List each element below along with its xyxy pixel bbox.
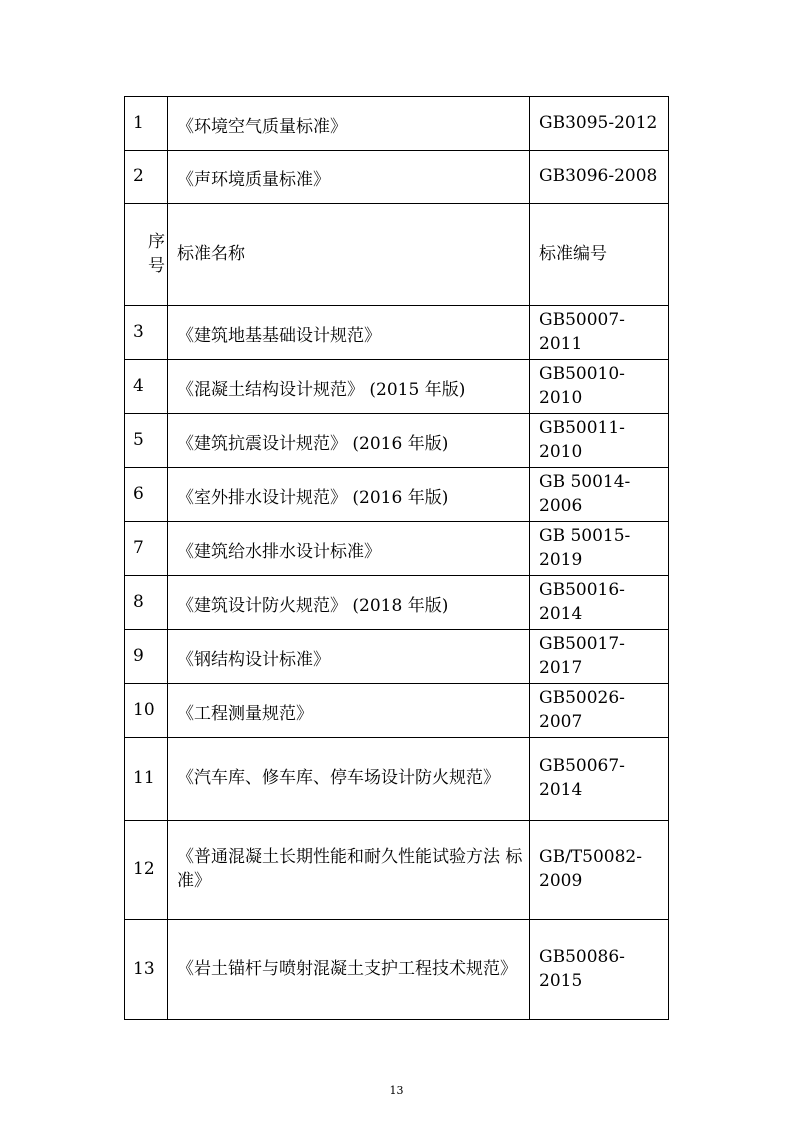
standard-name: 《室外排水设计规范》 (2016 年版): [168, 468, 530, 522]
table-row: [125, 684, 669, 738]
header-code: 标准编号: [530, 204, 669, 306]
standard-code: GB50011-2010: [530, 414, 669, 468]
standard-code: GB/T50082-2009: [530, 821, 669, 920]
table-row: [125, 97, 669, 151]
standard-name: 《建筑地基基础设计规范》: [168, 306, 530, 360]
standard-code: GB50086-2015: [530, 920, 669, 1020]
standard-name: 《汽车库、修车库、停车场设计防火规范》: [168, 738, 530, 821]
standard-name: 《建筑给水排水设计标准》: [168, 522, 530, 576]
standard-code: GB50007-2011: [530, 306, 669, 360]
standards-rows: [125, 306, 669, 1020]
standard-code: GB 50015-2019: [530, 522, 669, 576]
row-number: 2: [125, 151, 168, 204]
standard-name: 《混凝土结构设计规范》 (2015 年版): [168, 360, 530, 414]
standard-code: GB50017-2017: [530, 630, 669, 684]
standard-name: 《岩土锚杆与喷射混凝土支护工程技术规范》: [168, 920, 530, 1020]
table-row: [125, 920, 669, 1020]
table-row: [125, 821, 669, 920]
table-row: [125, 360, 669, 414]
row-number: 12: [125, 821, 168, 920]
row-number: 3: [125, 306, 168, 360]
row-number: 9: [125, 630, 168, 684]
header-number-line1: 序: [148, 231, 165, 252]
standard-code: GB 50014-2006: [530, 468, 669, 522]
table-row: [125, 151, 669, 204]
standard-name: 《建筑抗震设计规范》 (2016 年版): [168, 414, 530, 468]
standard-code: GB50067-2014: [530, 738, 669, 821]
standard-name: 《建筑设计防火规范》 (2018 年版): [168, 576, 530, 630]
standard-code: GB3096-2008: [530, 151, 669, 204]
header-number: [125, 204, 168, 306]
standard-code: GB3095-2012: [530, 97, 669, 151]
table-row: [125, 630, 669, 684]
header-number-line2: 号: [148, 255, 165, 276]
header-name: 标准名称: [168, 204, 530, 306]
standard-code: GB50026-2007: [530, 684, 669, 738]
standard-code: GB50016-2014: [530, 576, 669, 630]
standard-code: GB50010-2010: [530, 360, 669, 414]
standards-table: [124, 96, 669, 1020]
row-number: 8: [125, 576, 168, 630]
table-row: [125, 522, 669, 576]
row-number: 10: [125, 684, 168, 738]
table-row: [125, 468, 669, 522]
table-row: [125, 576, 669, 630]
page-number: 13: [389, 1084, 404, 1097]
table-row: [125, 738, 669, 821]
row-number: 1: [125, 97, 168, 151]
row-number: 4: [125, 360, 168, 414]
standard-name: 《普通混凝土长期性能和耐久性能试验方法 标准》: [168, 821, 530, 920]
table-row: [125, 414, 669, 468]
table-row: [125, 306, 669, 360]
row-number: 13: [125, 920, 168, 1020]
standard-name: 《声环境质量标准》: [168, 151, 530, 204]
standard-name: 《工程测量规范》: [168, 684, 530, 738]
standard-name: 《环境空气质量标准》: [168, 97, 530, 151]
row-number: 6: [125, 468, 168, 522]
row-number: 5: [125, 414, 168, 468]
standard-name: 《钢结构设计标准》: [168, 630, 530, 684]
row-number: 7: [125, 522, 168, 576]
table-header-row: [125, 204, 669, 306]
row-number: 11: [125, 738, 168, 821]
